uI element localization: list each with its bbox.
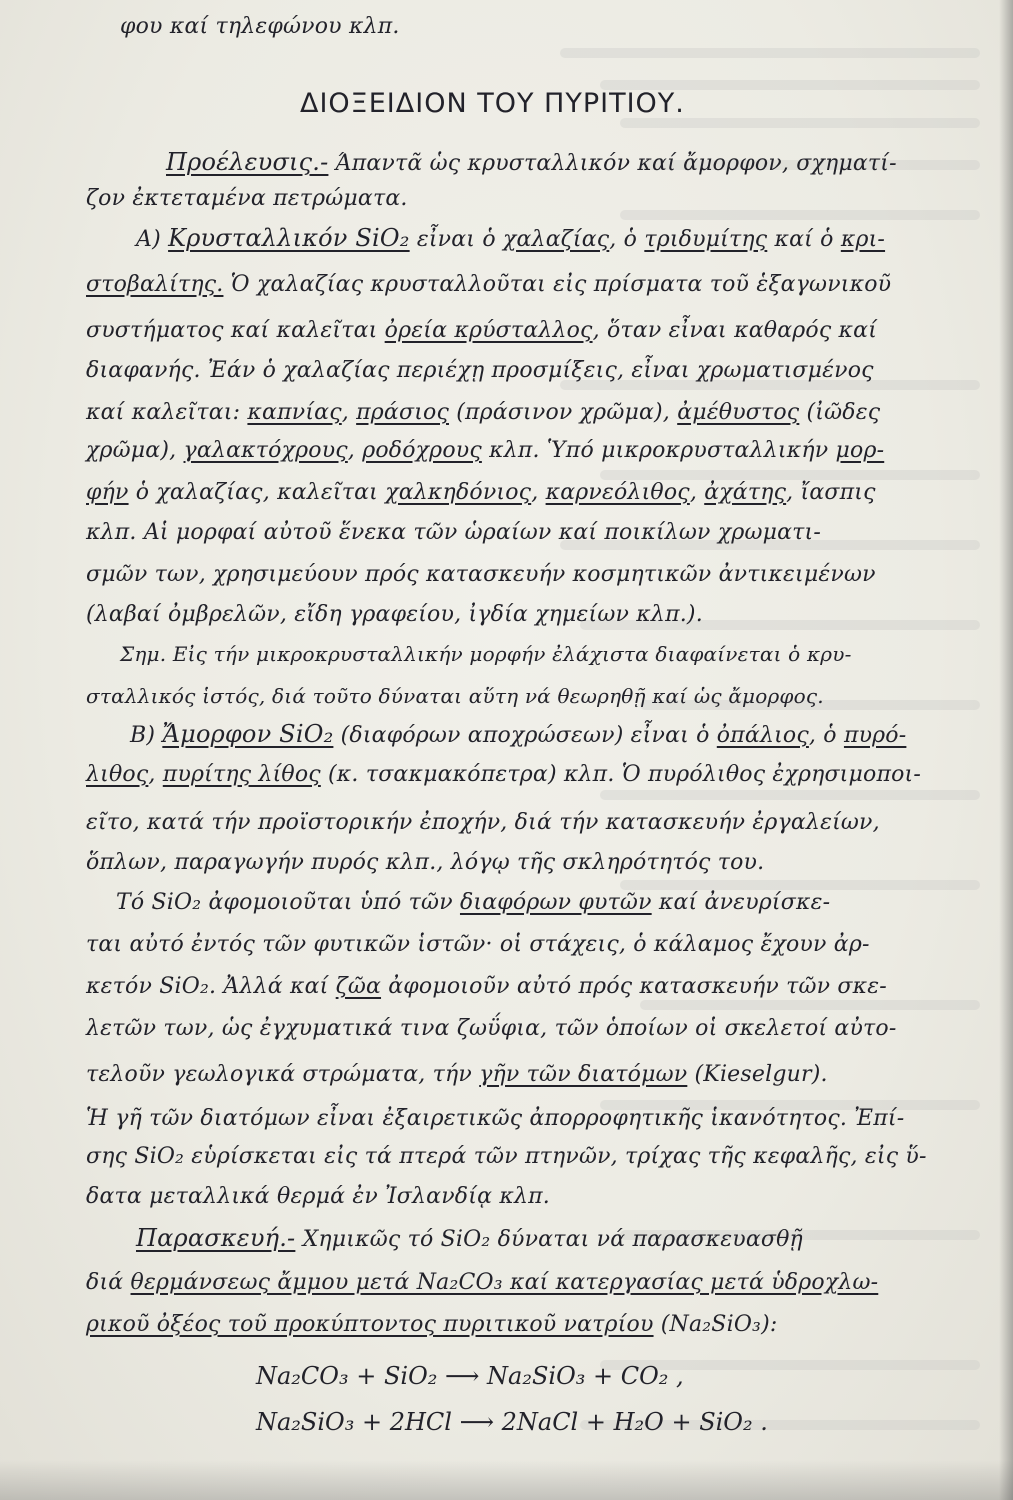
first-line: φου καί τηλεφώνου κλπ. xyxy=(120,14,400,39)
section-b-heading: Ἄμορφον SiO₂ xyxy=(162,720,334,748)
origin-heading: Προέλευσις.- xyxy=(166,148,329,176)
section-b-label: Β) xyxy=(130,723,163,748)
equation-2: Na₂SiO₃ + 2HCl ⟶ 2NaCl + H₂O + SiO₂ . xyxy=(256,1408,768,1436)
text-span: (κ. τσακμακόπετρα) κλπ. Ὁ πυρόλιθος ἐχρησιμοποι- xyxy=(320,762,922,787)
term-form-part1: μορ- xyxy=(835,438,885,463)
origin-line-2: ζον ἐκτεταμένα πετρώματα. xyxy=(86,186,408,211)
plants-line-1 xyxy=(116,890,830,915)
plants-line-7: σης SiO₂ εὑρίσκεται εἰς τά πτερά τῶν πτηνῶν, τρίχας τῆς κεφαλῆς, εἰς ὕ- xyxy=(86,1144,927,1169)
section-b-line-2 xyxy=(86,762,921,787)
plants-line-8: δατα μεταλλικά θερμά ἐν Ἰσλανδίᾳ κλπ. xyxy=(86,1184,550,1209)
section-a-line-7 xyxy=(86,480,876,505)
text-span: , xyxy=(341,400,357,425)
text-span: Χημικῶς τό SiO₂ δύναται νά παρασκευασθῇ xyxy=(295,1227,803,1252)
term-diatom-earth: γῆν τῶν διατόμων xyxy=(479,1062,688,1087)
term-smoky-quartz: καπνίας xyxy=(247,400,342,425)
text-span: , xyxy=(148,762,163,787)
term-rock-crystal: ὀρεία κρύσταλλος xyxy=(384,318,593,343)
text-span: Τό SiO₂ ἀφομοιοῦται ὑπό τῶν xyxy=(116,890,460,915)
plants-line-6: Ἡ γῆ τῶν διατόμων εἶναι ἐξαιρετικῶς ἀπορροφητικῆς ἱκανότητος. Ἐπί- xyxy=(86,1106,905,1131)
section-b-line-4: ὅπλων, παραγωγήν πυρός κλπ., λόγῳ τῆς σκληρότητός του. xyxy=(86,850,765,875)
origin-line-1 xyxy=(166,148,897,176)
text-span: κετόν SiO₂. Ἀλλά καί xyxy=(86,974,336,999)
term-tridymite: τριδυμίτης xyxy=(644,227,768,252)
text-span: , ὁ xyxy=(808,723,844,748)
equation-1: Na₂CO₃ + SiO₂ ⟶ Na₂SiO₃ + CO₂ , xyxy=(256,1362,684,1390)
text-span: , xyxy=(347,438,363,463)
text-span: , ὅταν εἶναι καθαρός καί xyxy=(592,318,878,343)
section-a-line-8: κλπ. Αἱ μορφαί αὐτοῦ ἕνεκα τῶν ὡραίων καί ποικίλων χρωματι- xyxy=(86,520,822,545)
section-a-line-3 xyxy=(86,318,877,343)
note-line-1: Σημ. Εἰς τήν μικροκρυσταλλικήν μορφήν ἐλάχιστα διαφαίνεται ὁ κρυ- xyxy=(120,642,852,666)
text-span: καί ὁ xyxy=(767,227,841,252)
text-span: (διαφόρων αποχρώσεων) εἶναι ὁ xyxy=(333,723,717,748)
section-a-line-10: (λαβαί ὀμβρελῶν, εἴδη γραφείου, ἰγδία χημείων κλπ.). xyxy=(86,602,703,627)
note-line-2: σταλλικός ἱστός, διά τοῦτο δύναται αὕτη νά θεωρηθῇ καί ὡς ἄμορφος. xyxy=(86,684,824,708)
term-pyritis-stone: πυρίτης λίθος xyxy=(162,762,321,787)
text-span: (Kieselgur). xyxy=(687,1062,828,1087)
section-b-line-3: εῖτο, κατά τήν προϊστορικήν ἐποχήν, διά τήν κατασκευήν ἐργαλείων, xyxy=(86,810,880,835)
section-a-line-4: διαφανής. Ἐάν ὁ χαλαζίας περιέχῃ προσμίξεις, εἶναι χρωματισμένος xyxy=(86,358,874,383)
text-span: χρῶμα), xyxy=(86,438,184,463)
text-span: (ἰῶδες xyxy=(799,400,881,425)
text-span: , ἴασπις xyxy=(786,480,876,505)
plants-line-4: λετῶν των, ὡς ἐγχυματικά τινα ζωΰφια, τῶν ὁποίων οἱ σκελετοί αὐτο- xyxy=(86,1016,897,1041)
prep-line-2 xyxy=(86,1270,878,1295)
term-amethyst: ἀμέθυστος xyxy=(677,400,800,425)
prep-line-3 xyxy=(86,1312,777,1337)
page-edge-shadow xyxy=(999,0,1013,1500)
plants-line-3 xyxy=(86,974,887,999)
section-a-line-9: σμῶν των, χρησιμεύουν πρός κατασκευήν κοσμητικῶν ἀντικειμένων xyxy=(86,562,876,587)
text-span: κλπ. Ὑπό μικροκρυσταλλικήν xyxy=(481,438,836,463)
term-cristobalite-part2: στοβαλίτης. xyxy=(86,272,224,297)
term-rose-quartz: ροδόχρους xyxy=(362,438,482,463)
term-opal: ὀπάλιος xyxy=(716,723,809,748)
section-a-line-5 xyxy=(86,400,880,425)
text-span: διά xyxy=(86,1270,131,1295)
term-animals: ζῶα xyxy=(335,974,382,999)
term-cristobalite-part1: κρι- xyxy=(840,227,886,252)
text-span: ἀφομοιοῦν αὐτό πρός κατασκευήν τῶν σκε- xyxy=(381,974,887,999)
section-a-line-6 xyxy=(86,438,884,463)
plants-line-5 xyxy=(86,1062,828,1087)
term-prase: πράσιος xyxy=(356,400,449,425)
text-span: καί καλεῖται: xyxy=(86,400,248,425)
term-form-part2: φήν xyxy=(86,480,129,505)
section-a-heading: Κρυσταλλικόν SiO₂ xyxy=(168,224,410,252)
text-span: , xyxy=(531,480,546,505)
term-flint-part1: πυρό- xyxy=(843,723,907,748)
plants-line-2: ται αὐτό ἐντός τῶν φυτικῶν ἱστῶν· οἱ στάχεις, ὁ κάλαμος ἔχουν ἀρ- xyxy=(86,932,870,957)
text-span: συστήματος καί καλεῖται xyxy=(86,318,385,343)
prep-line-1 xyxy=(136,1224,803,1252)
text-span: ὁ χαλαζίας, καλεῖται xyxy=(128,480,386,505)
prep-heading: Παρασκευή.- xyxy=(136,1224,296,1252)
origin-line-1-text: Άπαντᾶ ὡς κρυσταλλικόν καί ἄμορφον, σχηματί- xyxy=(328,151,897,176)
section-b-line-1 xyxy=(130,720,906,748)
text-span: εἶναι ὁ xyxy=(409,227,503,252)
text-span: τελοῦν γεωλογικά στρώματα, τήν xyxy=(86,1062,480,1087)
term-flint-part2: λιθος xyxy=(86,762,149,787)
section-a-line-1 xyxy=(136,224,885,252)
section-a-label: Α) xyxy=(136,227,169,252)
term-chalcedony: χαλκηδόνιος xyxy=(385,480,532,505)
text-span: , xyxy=(689,480,705,505)
text-span: (Na₂SiO₃): xyxy=(653,1312,778,1337)
term-agate: ἀχάτης xyxy=(704,480,787,505)
term-milky-quartz: γαλακτόχρους xyxy=(183,438,348,463)
term-plants: διαφόρων φυτῶν xyxy=(459,890,652,915)
prep-sodium-silicate-underlined: ρικοῦ ὀξέος τοῦ προκύπτοντος πυριτικοῦ νατρίου xyxy=(86,1312,654,1337)
text-span: καί ἀνευρίσκε- xyxy=(651,890,831,915)
prep-method-underlined: θερμάνσεως ἄμμου μετά Na₂CO₃ καί κατεργασίας μετά ὑδροχλω- xyxy=(130,1270,879,1295)
text-span: Ὁ χαλαζίας κρυσταλλοῦται εἰς πρίσματα τοῦ ἑξαγωνικοῦ xyxy=(223,272,892,297)
term-quartz: χαλαζίας xyxy=(502,227,610,252)
term-carnelian: καρνεόλιθος xyxy=(545,480,690,505)
section-a-line-2 xyxy=(86,272,891,297)
page-bottom-shadow xyxy=(0,1460,1013,1500)
text-span: (πράσινον χρῶμα), xyxy=(449,400,678,425)
text-span: , ὁ xyxy=(609,227,645,252)
page-title: ΔΙΟΞΕΙΔΙΟΝ ΤΟΥ ΠΥΡΙΤΙΟΥ. xyxy=(300,88,685,119)
